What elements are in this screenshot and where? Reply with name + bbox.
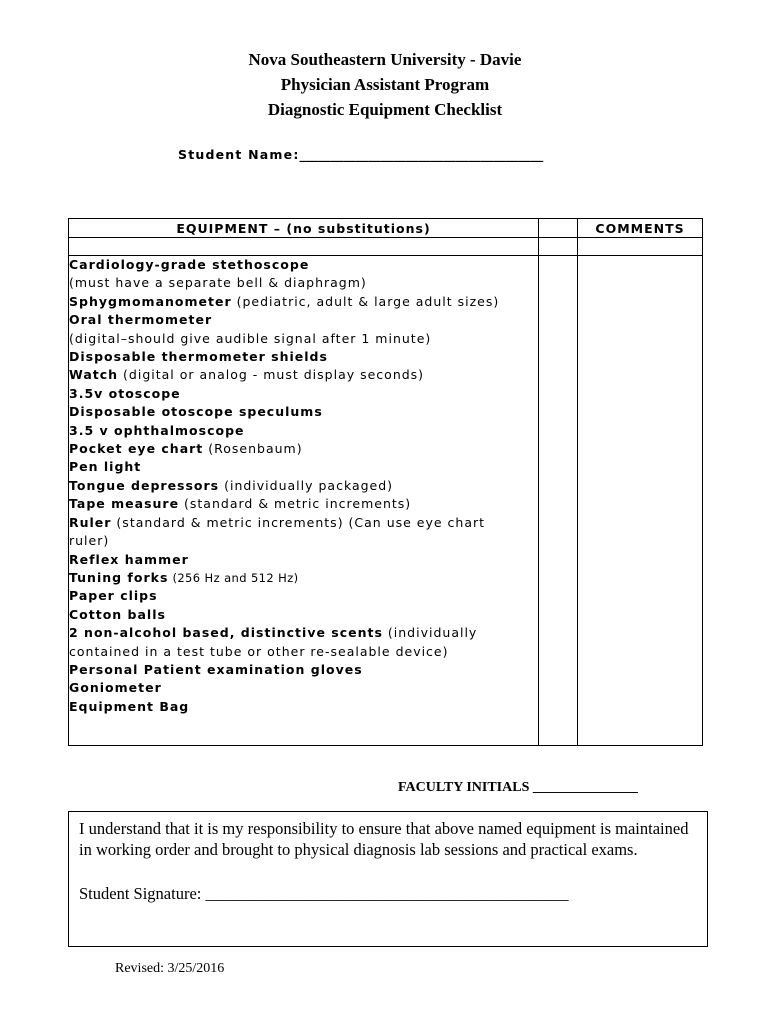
equipment-item-name: Personal Patient examination gloves <box>69 661 363 677</box>
equipment-item-detail: ruler) <box>69 533 110 549</box>
equipment-item-name: Goniometer <box>69 680 162 696</box>
table-spacer-row <box>69 238 703 256</box>
title-university: Nova Southeastern University - Davie <box>248 50 522 69</box>
student-name-field[interactable]: _______________________________________ <box>299 147 544 162</box>
equipment-item <box>69 679 538 697</box>
column-header-equipment: EQUIPMENT – (no substitutions) <box>69 219 539 238</box>
equipment-item <box>69 569 538 587</box>
faculty-initials-field[interactable]: _______________ <box>532 780 638 795</box>
equipment-item-name: Disposable otoscope speculums <box>69 404 323 420</box>
equipment-table <box>68 218 703 746</box>
signature-label: Student Signature: <box>79 884 202 903</box>
equipment-item <box>69 495 538 513</box>
equipment-item-name: Tongue depressors <box>69 477 220 493</box>
equipment-item <box>69 587 538 605</box>
equipment-item <box>69 440 538 458</box>
equipment-item <box>69 551 538 569</box>
column-header-comments: COMMENTS <box>578 219 703 238</box>
table-items-row <box>69 256 703 746</box>
equipment-item <box>69 293 538 311</box>
equipment-item-detail: (standard & metric increments) (Can use eye chart <box>111 514 486 530</box>
equipment-item <box>69 366 538 384</box>
equipment-item <box>69 330 538 348</box>
equipment-item-name: Sphygmomanometer <box>69 293 232 309</box>
equipment-item <box>69 477 538 495</box>
equipment-item-name: 3.5 v ophthalmoscope <box>69 422 245 438</box>
revised-date: Revised: 3/25/2016 <box>115 961 225 976</box>
equipment-item-name: Pen light <box>69 459 142 475</box>
table-header-row <box>69 219 703 238</box>
equipment-items-cell <box>69 256 539 746</box>
equipment-item <box>69 256 538 274</box>
agreement-text: I understand that it is my responsibility to ensure that above named equipment is maintained in working order and brought to physical diagnosis lab sessions and practical exams. <box>79 819 689 859</box>
comments-column[interactable] <box>578 256 703 746</box>
equipment-item-name: Ruler <box>69 514 112 530</box>
equipment-item-name: Equipment Bag <box>69 698 190 714</box>
faculty-initials-label: FACULTY INITIALS <box>398 780 530 795</box>
equipment-item-name: Tape measure <box>69 496 180 512</box>
equipment-item <box>69 348 538 366</box>
student-name-label: Student Name: <box>178 147 300 162</box>
equipment-item-name: Tuning forks <box>69 569 169 585</box>
equipment-item <box>69 532 538 550</box>
title-program: Physician Assistant Program <box>280 75 490 94</box>
equipment-item-name: 3.5v otoscope <box>69 385 181 401</box>
equipment-item <box>69 514 538 532</box>
equipment-item-detail: (must have a separate bell & diaphragm) <box>69 275 367 291</box>
equipment-item-name: Cardiology-grade stethoscope <box>69 257 310 272</box>
equipment-item <box>69 606 538 624</box>
equipment-item <box>69 698 538 716</box>
equipment-item <box>69 274 538 292</box>
equipment-item <box>69 385 538 403</box>
equipment-item-name: Pocket eye chart <box>69 441 204 457</box>
equipment-item <box>69 661 538 679</box>
equipment-item-name: Cotton balls <box>69 606 166 622</box>
equipment-item-name: Oral thermometer <box>69 312 213 328</box>
equipment-item-name: Paper clips <box>69 588 158 604</box>
equipment-item-detail: (individually <box>382 625 478 641</box>
student-name-line <box>178 147 543 162</box>
equipment-item <box>69 458 538 476</box>
equipment-item-detail: (standard & metric increments) <box>179 496 412 512</box>
equipment-item-detail: contained in a test tube or other re-sealable device) <box>69 643 449 659</box>
equipment-item-name: 2 non-alcohol based, distinctive scents <box>69 625 383 641</box>
signature-field[interactable]: ____________________________________________ <box>205 884 569 903</box>
equipment-item-detail: (individually packaged) <box>219 477 394 493</box>
equipment-item-name: Disposable thermometer shields <box>69 349 328 365</box>
equipment-item <box>69 643 538 661</box>
equipment-item-detail: (pediatric, adult & large adult sizes) <box>231 293 500 309</box>
equipment-item <box>69 403 538 421</box>
title-checklist: Diagnostic Equipment Checklist <box>267 100 503 119</box>
equipment-item <box>69 624 538 642</box>
equipment-item-detail: (digital or analog - must display seconds) <box>118 367 425 383</box>
equipment-item-name: Reflex hammer <box>69 551 189 567</box>
signature-line <box>79 883 697 904</box>
equipment-item-detail: (Rosenbaum) <box>203 441 303 457</box>
equipment-item <box>69 422 538 440</box>
agreement-box <box>68 811 708 947</box>
equipment-item-detail: (256 Hz and 512 Hz) <box>168 570 299 585</box>
column-header-check <box>539 219 578 238</box>
equipment-item-name: Watch <box>69 367 119 383</box>
equipment-item <box>69 311 538 329</box>
faculty-initials <box>398 780 638 796</box>
equipment-item-detail: (digital–should give audible signal after 1 minute) <box>69 330 432 346</box>
check-column[interactable] <box>539 256 578 746</box>
